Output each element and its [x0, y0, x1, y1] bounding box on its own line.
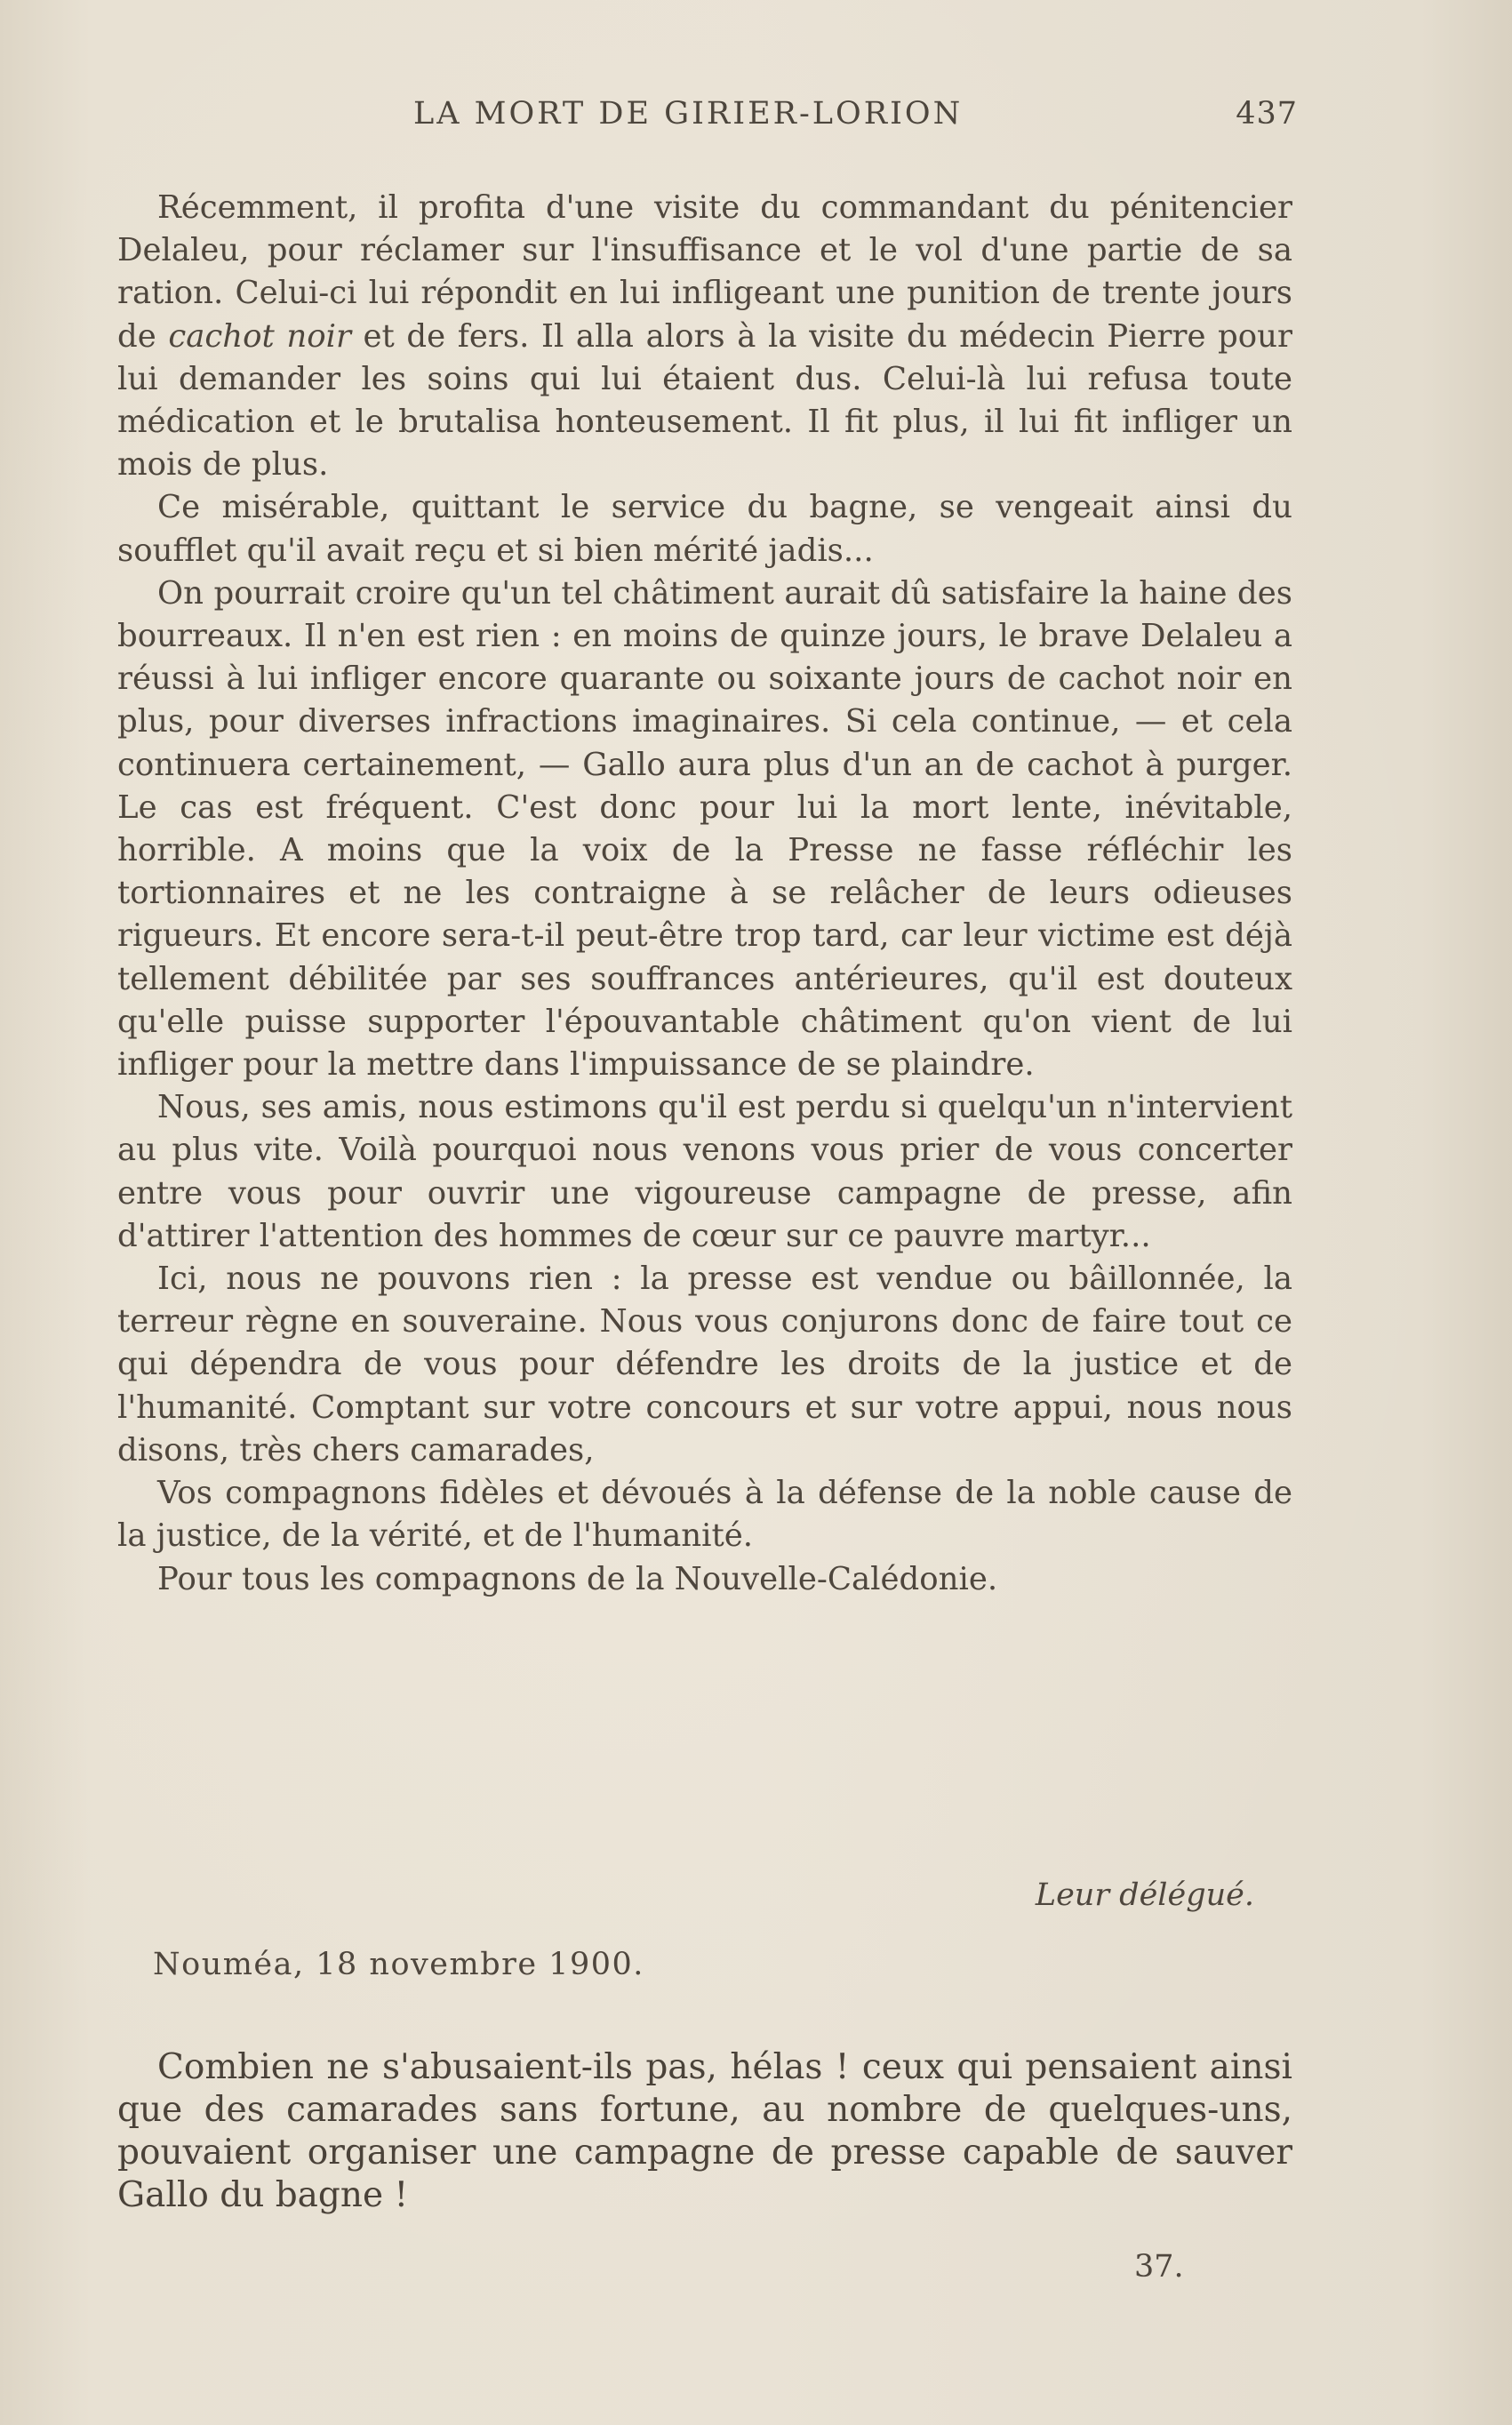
running-header	[116, 96, 1298, 149]
paragraph-4: Nous, ses amis, nous estimons qu'il est perdu si quelqu'un n'intervient au plus vite. Voilà pourquoi nous venons vous prier de vous concerter entre vous pour ouvrir une vigoureuse campagne de presse, afin d'attirer l'attention des hommes de cœur sur ce pauvre martyr...	[117, 1089, 1292, 1254]
paragraph-3: On pourrait croire qu'un tel châtiment aurait dû satisfaire la haine des bourreaux. Il n'en est rien : en moins de quinze jours, le brave Delaleu a réussi à lui infliger encore quarante ou soixante jours de cachot noir en plus, pour diverses infractions imaginaires. Si cela continue, — et cela continuera certainement, — Gallo aura plus d'un an de cachot à purger. Le cas est fréquent. C'est donc pour lui la mort lente, inévitable, horrible. A moins que la voix de la Presse ne fasse réfléchir les tortionnaires et ne les contraigne à se relâcher de leurs odieuses rigueurs. Et encore sera-t-il peut-être trop tard, car leur victime est déjà tellement débilitée par ses souffrances antérieures, qu'il est douteux qu'elle puisse supporter l'épouvantable châtiment qu'on vient de lui infliger pour la mettre dans l'impuissance de se plaindre.	[117, 574, 1292, 1084]
running-title: LA MORT DE GIRIER-LORION	[413, 96, 964, 132]
paragraph-2: Ce misérable, quittant le service du bagne, se vengeait ainsi du soufflet qu'il avait reçu et si bien mérité jadis...	[117, 489, 1292, 569]
paragraph-7: Pour tous les compagnons de la Nouvelle-Calédonie.	[157, 1560, 998, 1597]
signature-mark: 37.	[1134, 2249, 1184, 2285]
paragraph-1-end: et de fers. Il alla alors à la visite du médecin Pierre pour lui demander les soins qui lui étaient dus. Celui-là lui refusa toute médication et le brutalisa honteusement. Il fit plus, il lui fit infliger un mois de plus.	[117, 317, 1292, 484]
paragraph-5: Ici, nous ne pouvons rien : la presse est vendue ou bâillonnée, la terreur règne en souveraine. Nous vous conjurons donc de faire tout ce qui dépendra de vous pour défendre les droits de la justice et de l'humanité. Comptant sur votre concours et sur votre appui, nous nous disons, très chers camarades,	[117, 1261, 1292, 1469]
paragraph-1	[117, 187, 1292, 486]
dateline: Nouméa, 18 novembre 1900.	[153, 1947, 644, 1982]
paragraph-6: Vos compagnons fidèles et dévoués à la défense de la noble cause de la justice, de la vérité, et de l'humanité.	[117, 1475, 1292, 1555]
page-number: 437	[1236, 96, 1298, 132]
closing-text: Combien ne s'abusaient-ils pas, hélas ! ceux qui pensaient ainsi que des camarades sans fortune, au nombre de quelques-uns, pouvaient organiser une campagne de presse capable de sauver Gallo du bagne !	[117, 2047, 1292, 2215]
letter-body	[117, 187, 1292, 1601]
paragraph-1-start: Récemment, il profita d'une visite du commandant du pénitencier Delaleu, pour réclamer sur l'insuffisance et le vol d'une partie de sa ration. Celui-ci lui répondit en lui infligeant une punition de trente jours de	[117, 189, 1292, 355]
closing-paragraph	[117, 2046, 1292, 2217]
letter-signature: Leur délégué.	[1035, 1877, 1254, 1913]
paragraph-1-italic: cachot noir	[168, 317, 351, 355]
